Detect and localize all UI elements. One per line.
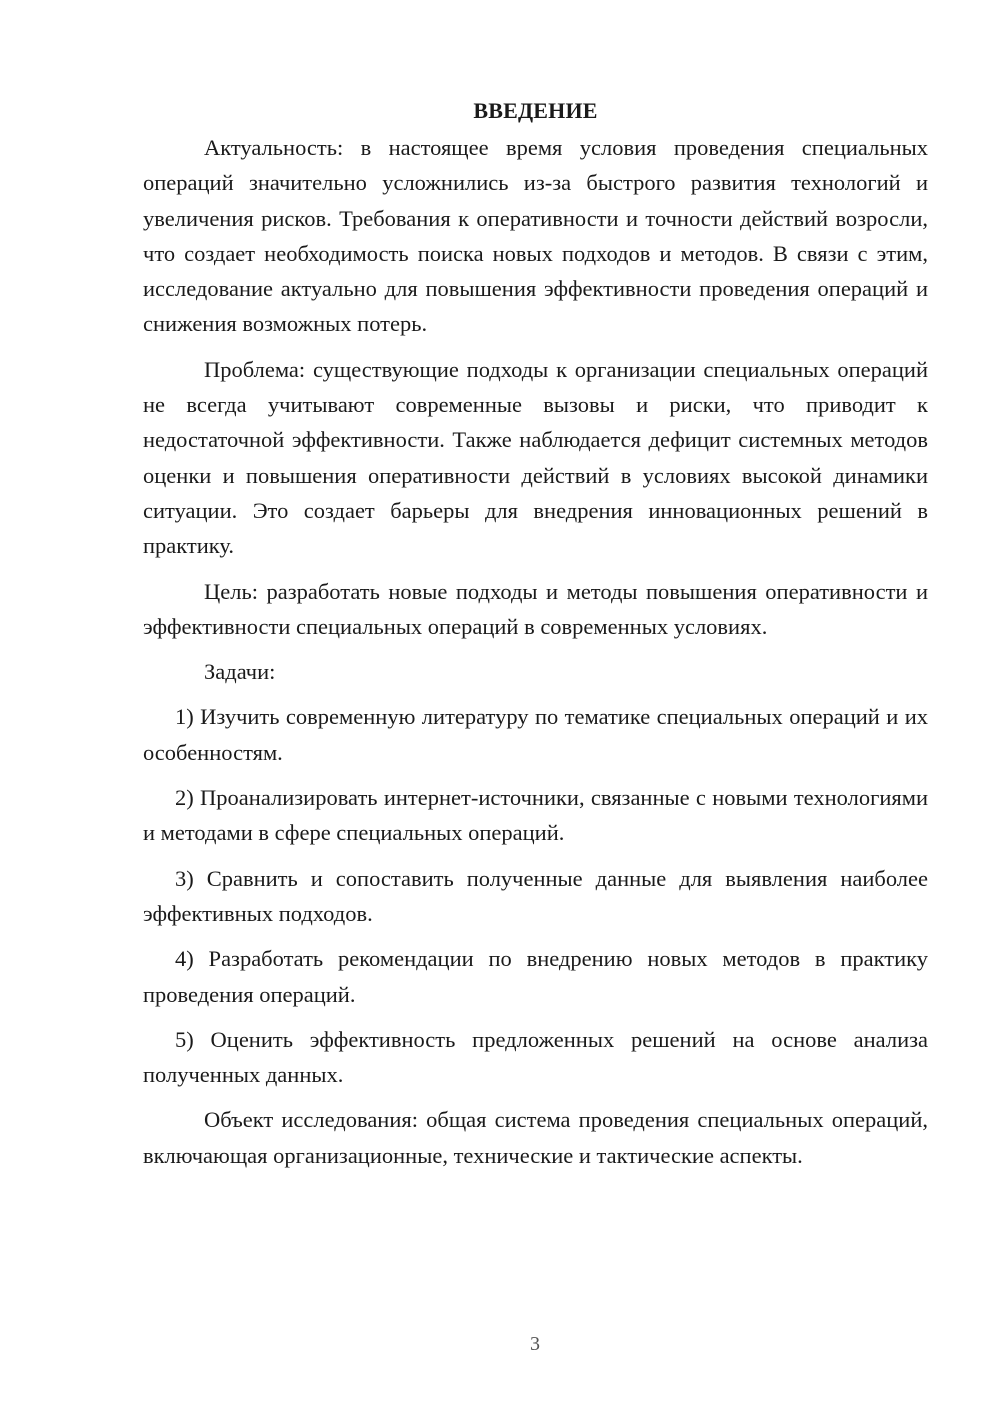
task-item-1: 1) Изучить современную литературу по тематике специальных операций и их особенностям.	[143, 704, 928, 765]
page-number: 3	[530, 1333, 540, 1355]
relevance-paragraph: Актуальность: в настоящее время условия проведения специальных операций значительно усложнились из-за быстрого развития технологий и увеличения рисков. Требования к оперативности и точности действий возросли, что создает необходимость поиска новых подходов и методов. В связи с этим, исследование актуально для повышения эффективности проведения операций и снижения возможных потерь.	[143, 135, 928, 337]
goal-paragraph: Цель: разработать новые подходы и методы повышения оперативности и эффективности специальных операций в современных условиях.	[143, 578, 928, 639]
task-item-4: 4) Разработать рекомендации по внедрению новых методов в практику проведения операций.	[143, 946, 928, 1007]
object-paragraph: Объект исследования: общая система проведения специальных операций, включающая организационные, технические и тактические аспекты.	[143, 1107, 928, 1168]
task-item-2: 2) Проанализировать интернет-источники, связанные с новыми технологиями и методами в сфере специальных операций.	[143, 785, 928, 846]
section-heading: ВВЕДЕНИЕ	[473, 98, 598, 123]
problem-paragraph: Проблема: существующие подходы к организации специальных операций не всегда учитывают современные вызовы и риски, что приводит к недостаточной эффективности. Также наблюдается дефицит системных методов оценки и повышения оперативности действий в условиях высокой динамики ситуации. Это создает барьеры для внедрения инновационных решений в практику.	[143, 356, 928, 559]
document-page	[143, 96, 928, 1183]
tasks-label: Задачи:	[204, 659, 276, 685]
task-item-3: 3) Сравнить и сопоставить полученные данные для выявления наиболее эффективных подходов.	[143, 865, 928, 926]
task-item-5: 5) Оценить эффективность предложенных решений на основе анализа полученных данных.	[143, 1026, 928, 1088]
